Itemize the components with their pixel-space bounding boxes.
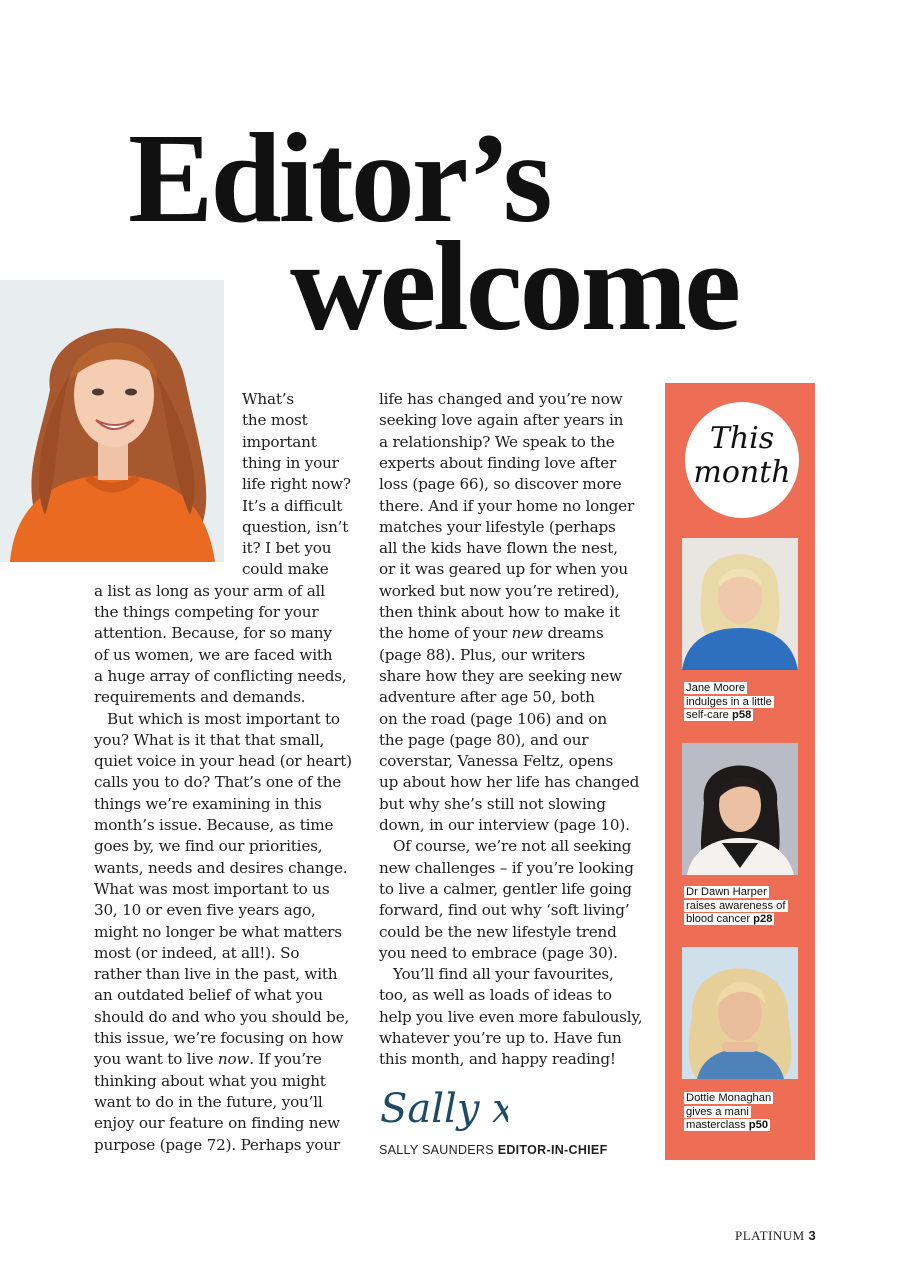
page-ref: p58 xyxy=(732,709,752,721)
text-line: thinking about what you might xyxy=(94,1071,326,1090)
caption-line: gives a mani xyxy=(686,1105,749,1118)
text-line: purpose (page 72). Perhaps your xyxy=(94,1135,340,1154)
text-line: adventure after age 50, both xyxy=(379,688,595,707)
headline-line-1: Editor’s xyxy=(128,107,550,249)
text-line: on the road (page 106) and on xyxy=(379,709,607,728)
magazine-name: PLATINUM xyxy=(735,1228,805,1243)
page-folio xyxy=(735,1228,816,1244)
text-line: It’s a difficult xyxy=(242,496,343,515)
text-line: You’ll find all your favourites, xyxy=(393,965,614,984)
dawn-harper-photo xyxy=(682,743,798,875)
text-line: help you live even more fabulously, xyxy=(379,1007,643,1026)
text-line: the most xyxy=(242,411,308,430)
text-line: but why she’s still not slowing xyxy=(379,794,606,813)
text-line: experts about finding love after xyxy=(379,453,617,472)
text-line: important xyxy=(242,432,317,451)
text-line: a list as long as your arm of all xyxy=(94,581,325,600)
text-line: could be the new lifestyle trend xyxy=(379,922,617,941)
text-line: thing in your xyxy=(242,453,339,472)
caption-dottie-monaghan xyxy=(684,1092,773,1133)
text-line: forward, find out why ‘soft living’ xyxy=(379,901,630,920)
text-line: most (or indeed, at all!). So xyxy=(94,943,300,962)
text-line: this issue, we’re focusing on how xyxy=(94,1029,344,1047)
editor-portrait xyxy=(0,280,224,562)
text-line: an outdated belief of what you xyxy=(94,986,323,1005)
caption-dawn-harper xyxy=(684,886,788,927)
signature-text: Sally x xyxy=(380,1086,508,1132)
caption-line: Dr Dawn Harper xyxy=(686,886,767,898)
text-line: seeking love again after years in xyxy=(379,411,624,430)
editor-role: EDITOR-IN-CHIEF xyxy=(497,1143,608,1157)
badge-line-2: month xyxy=(693,455,791,490)
caption-line: masterclass xyxy=(686,1119,749,1131)
text-line: too, as well as loads of ideas to xyxy=(379,986,612,1005)
text-line: But which is most important to xyxy=(107,709,340,728)
signature xyxy=(378,1080,508,1140)
text-line: or it was geared up for when you xyxy=(379,560,628,579)
text-line: could make xyxy=(242,560,329,579)
text-line: new challenges – if you’re looking xyxy=(379,858,634,877)
text-line: month’s issue. Because, as time xyxy=(94,816,334,834)
editor-name: SALLY SAUNDERS xyxy=(379,1143,494,1157)
caption-jane-moore xyxy=(684,682,774,723)
text-line: should do and who you should be, xyxy=(94,1007,350,1026)
text-line: a huge array of conflicting needs, xyxy=(94,666,347,685)
jane-moore-photo xyxy=(682,538,798,670)
text-line: you need to embrace (page 30). xyxy=(379,943,618,962)
caption-line: blood cancer xyxy=(686,913,754,925)
text-line: attention. Because, for so many xyxy=(94,624,332,643)
text-line: wants, needs and desires change. xyxy=(94,858,348,877)
headline-line-2: welcome xyxy=(290,215,739,357)
text-line: What was most important to us xyxy=(94,879,330,898)
text-line: 30, 10 or even five years ago, xyxy=(94,901,316,920)
text-line: to live a calmer, gentler life going xyxy=(379,879,632,898)
text-line: calls you to do? That’s one of the xyxy=(94,773,342,792)
page-number: 3 xyxy=(808,1228,817,1243)
text-line: What’s xyxy=(242,390,294,408)
editor-credit xyxy=(379,1143,608,1157)
text-line: all the kids have flown the nest, xyxy=(379,539,618,558)
text-line: a relationship? We speak to the xyxy=(379,432,615,451)
text-line: enjoy our feature on finding new xyxy=(94,1114,340,1133)
text-line: it? I bet you xyxy=(242,539,332,558)
text-line: goes by, we find our priorities, xyxy=(94,837,323,856)
text-line: requirements and demands. xyxy=(94,688,306,707)
text-line: you want to live now. If you’re xyxy=(94,1050,322,1069)
text-line: down, in our interview (page 10). xyxy=(379,816,630,834)
text-line: matches your lifestyle (perhaps xyxy=(379,517,616,536)
text-line: (page 88). Plus, our writers xyxy=(379,645,586,664)
page-ref: p28 xyxy=(753,913,773,925)
text-line: of us women, we are faced with xyxy=(94,645,333,664)
this-month-badge xyxy=(685,402,799,518)
page-ref: p50 xyxy=(748,1119,769,1131)
caption-line: indulges in a little xyxy=(686,695,772,708)
text-line: the things competing for your xyxy=(94,603,319,621)
text-line: this month, and happy reading! xyxy=(379,1050,616,1069)
text-line: coverstar, Vanessa Feltz, opens xyxy=(379,752,614,771)
text-line: then think about how to make it xyxy=(379,603,620,621)
caption-line: Jane Moore xyxy=(686,682,746,694)
text-line: there. And if your home no longer xyxy=(379,496,635,515)
text-line: worked but now you’re retired), xyxy=(379,581,620,600)
text-line: life right now? xyxy=(242,475,351,494)
text-line: life has changed and you’re now xyxy=(379,390,623,408)
text-line: loss (page 66), so discover more xyxy=(379,475,622,494)
text-line: the page (page 80), and our xyxy=(379,730,589,749)
caption-line: self-care xyxy=(686,709,733,721)
text-line: share how they are seeking new xyxy=(379,666,622,685)
text-line: up about how her life has changed xyxy=(379,773,640,792)
badge-line-1: This xyxy=(709,421,775,456)
caption-line: Dottie Monaghan xyxy=(686,1092,772,1104)
text-line: you? What is it that that small, xyxy=(94,730,325,749)
text-line: might no longer be what matters xyxy=(94,922,342,941)
dottie-monaghan-photo xyxy=(682,947,798,1079)
text-line: quiet voice in your head (or heart) xyxy=(94,752,352,771)
text-line: Of course, we’re not all seeking xyxy=(393,837,632,856)
text-line: want to do in the future, you’ll xyxy=(94,1092,323,1111)
text-line: rather than live in the past, with xyxy=(94,965,338,984)
text-line: the home of your new dreams xyxy=(379,624,604,643)
caption-line: raises awareness of xyxy=(686,899,786,912)
text-line: question, isn’t xyxy=(242,517,349,536)
text-line: whatever you’re up to. Have fun xyxy=(379,1029,622,1047)
text-line: things we’re examining in this xyxy=(94,794,322,813)
